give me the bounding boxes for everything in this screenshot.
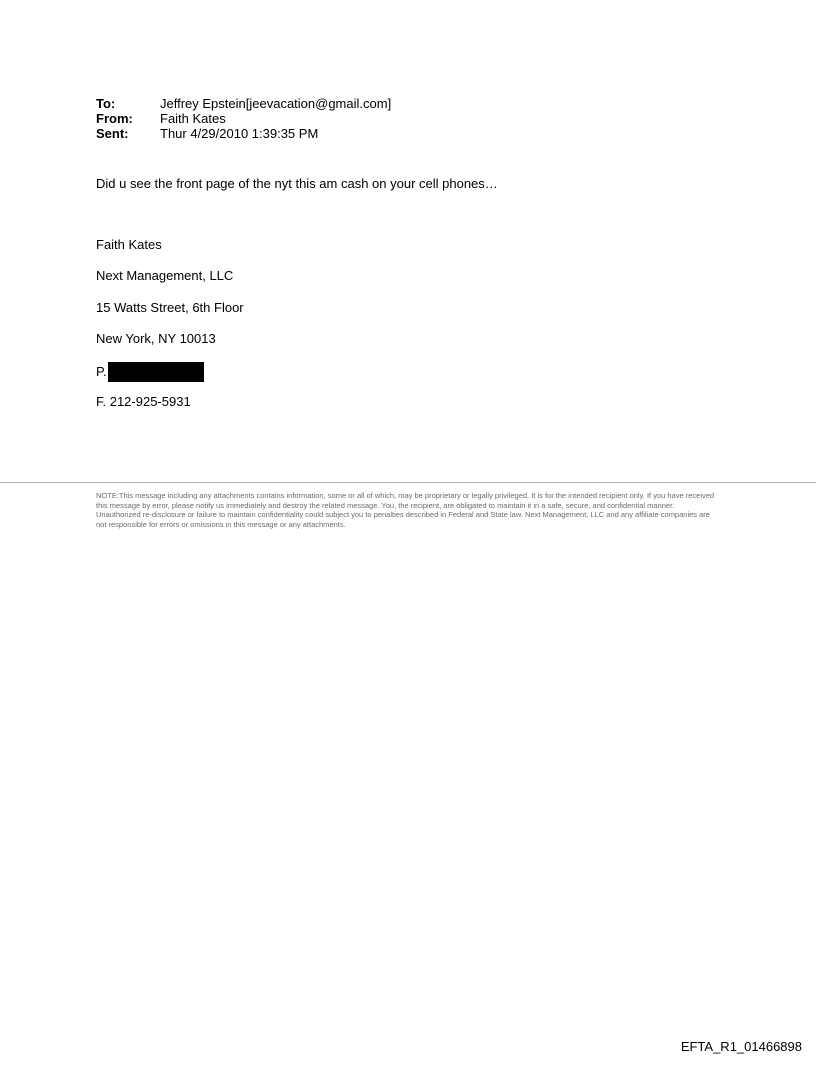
from-value: Faith Kates — [160, 111, 226, 126]
from-label: From: — [96, 111, 133, 126]
phone-label: P. — [96, 364, 107, 379]
signature-street: 15 Watts Street, 6th Floor — [96, 300, 244, 315]
notice-divider — [0, 482, 816, 483]
to-label: To: — [96, 96, 116, 111]
signature-company: Next Management, LLC — [96, 268, 234, 283]
sent-value: Thur 4/29/2010 1:39:35 PM — [160, 126, 319, 141]
to-value: Jeffrey Epstein[jeevacation@gmail.com] — [160, 96, 392, 111]
to-row — [96, 96, 391, 111]
sent-row — [96, 126, 391, 141]
signature-name: Faith Kates — [96, 237, 162, 252]
document-id: EFTA_R1_01466898 — [680, 1039, 802, 1054]
sent-label: Sent: — [96, 126, 129, 141]
confidentiality-notice: NOTE:This message including any attachments contains information, some or all of which, may be proprietary or legally privileged. It is for the intended recipient only. If you have received this message by error, please notify us immediately and destroy the related message. You, the recipient, are obligated to maintain it in a safe, secure, and confidential manner. Unauthorized re-disclosure or failure to maintain confidentiality could subject you to penalties described in Federal and State law. Next Management, LLC and any affiliate companies are not responsible for errors or omissions in this message or any attachments. — [96, 491, 715, 529]
signature-fax: F. 212-925-5931 — [96, 394, 191, 409]
redaction-box — [108, 362, 204, 382]
from-row — [96, 111, 391, 126]
signature-phone — [96, 362, 204, 382]
signature-city: New York, NY 10013 — [96, 331, 216, 346]
message-body: Did u see the front page of the nyt this am cash on your cell phones… — [96, 176, 498, 191]
email-header — [96, 96, 391, 141]
